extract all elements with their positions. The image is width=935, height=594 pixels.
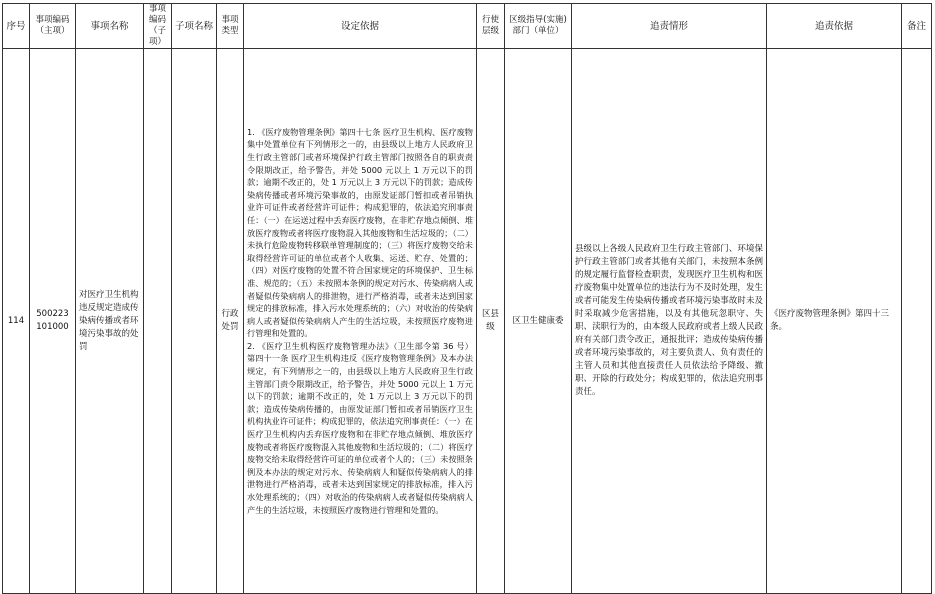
header-code-main-line1: 事项编码 xyxy=(35,15,70,25)
header-level-line2: 层级 xyxy=(481,26,499,36)
header-type-line2: 类型 xyxy=(221,26,239,36)
header-name: 事项名称 xyxy=(76,4,144,49)
header-basis: 设定依据 xyxy=(244,4,477,49)
header-seq: 序号 xyxy=(3,4,30,49)
header-row xyxy=(3,4,932,49)
header-level xyxy=(477,4,505,49)
header-accountability: 追责情形 xyxy=(572,4,767,49)
header-sub-name: 子项名称 xyxy=(172,4,217,49)
header-dept xyxy=(505,4,572,49)
header-code-sub-line1: 事项编码 xyxy=(148,4,166,25)
header-code-sub xyxy=(144,4,172,49)
cell-remarks xyxy=(902,49,932,594)
header-type xyxy=(217,4,244,49)
cell-basis: 1. 《医疗废物管理条例》第四十七条 医疗卫生机构、医疗废物集中处置单位有下列情形之一的，由县级以上地方人民政府卫生行政主管部门或者环境保护行政主管部门按照各自的职责责令限期改正，给予警告，并处 5000 元以上 1 万元以下的罚款；逾期不改正的，处 1 万元以上 3 万元以下的罚款；造成传染病传播或者环境污染事故的，由原发证部门暂扣或者吊销执业许可证件或者经营许可证件；构成犯罪的，依法追究刑事责任：（一）在运送过程中丢弃医疗废物，在非贮存地点倾倒、堆放医疗废物或者将医疗废物混入其他废物和生活垃圾的；（二）未执行危险废物转移联单管理制度的；（三）将医疗废物交给未取得经营许可证的单位或者个人收集、运送、贮存、处置的；（四）对医疗废物的处置不符合国家规定的环境保护、卫生标准、规范的；（五）未按照本条例的规定对污水、传染病病人或者疑似传染病病人的排泄物，进行严格消毒，或者未达到国家规定的排放标准，排入污水处理系统的；（六）对收治的传染病病人或者疑似传染病病人产生的生活垃圾，未按照医疗废物进行管理和处置的。 2. 《医疗卫生机构医疗废物管理办法》（卫生部令第 36 号）第四十一条 医疗卫生机构违反《医疗废物管理条例》及本办法规定，有下列情形之一的，由县级以上地方人民政府卫生行政主管部门责令限期改正，给予警告，并处 5000 元以上 1 万元以下的罚款；逾期不改正的，处 1 万元以上 3 万元以下的罚款；造成传染病传播的，由原发证部门暂扣或者吊销医疗卫生机构执业许可证件；构成犯罪的，依法追究刑事责任：（一）在医疗卫生机构内丢弃医疗废物和在非贮存地点倾倒、堆放医疗废物或者将医疗废物混入其他废物和生活垃圾的；（二）将医疗废物交给未取得经营许可证的单位或者个人的；（三）未按照条例及本办法的规定对污水、传染病病人和疑似传染病病人的排泄物进行严格消毒，或者未达到国家规定的排放标准，排入污水处理系统的；（四）对收治的传染病病人或者疑似传染病病人产生的生活垃圾，未按照医疗废物进行管理和处置的。 xyxy=(244,49,477,594)
item-table xyxy=(2,3,932,594)
header-remarks: 备注 xyxy=(902,4,932,49)
table-row xyxy=(3,49,932,594)
cell-dept: 区卫生健康委 xyxy=(505,49,572,594)
header-accountability-basis: 追责依据 xyxy=(767,4,902,49)
cell-accountability: 县级以上各级人民政府卫生行政主管部门、环境保护行政主管部门或者其他有关部门，未按照本条例的规定履行监督检查职责，发现医疗卫生机构和医疗废物集中处置单位的违法行为不及时处理，发生或者可能发生传染病传播或者环境污染事故时未及时采取减少危害措施，以及有其他玩忽职守、失职、渎职行为的，由本级人民政府或者上级人民政府有关部门责令改正，通报批评；造成传染病传播或者环境污染事故的，对主要负责人、负有责任的主管人员和其他直接责任人员依法给予降级、撤职、开除的行政处分；构成犯罪的，依法追究刑事责任。 xyxy=(572,49,767,594)
cell-code-main: 500223 101000 xyxy=(30,49,76,594)
header-type-line1: 事项 xyxy=(221,15,239,25)
header-dept-line1: 区级指导(实施) xyxy=(509,15,567,25)
cell-sub-name xyxy=(172,49,217,594)
header-level-line1: 行使 xyxy=(481,15,499,25)
header-code-main xyxy=(30,4,76,49)
cell-seq: 114 xyxy=(3,49,30,594)
cell-code-sub xyxy=(144,49,172,594)
cell-name: 对医疗卫生机构违反规定造成传染病传播或者环境污染事故的处罚 xyxy=(76,49,144,594)
header-code-sub-line2: （子项） xyxy=(148,26,166,47)
cell-level: 区县级 xyxy=(477,49,505,594)
header-code-main-line2: （主项） xyxy=(35,26,70,36)
header-dept-line2: 部门（单位） xyxy=(512,26,564,36)
cell-type: 行政处罚 xyxy=(217,49,244,594)
cell-accountability-basis: 《医疗废物管理条例》第四十三条。 xyxy=(767,49,902,594)
